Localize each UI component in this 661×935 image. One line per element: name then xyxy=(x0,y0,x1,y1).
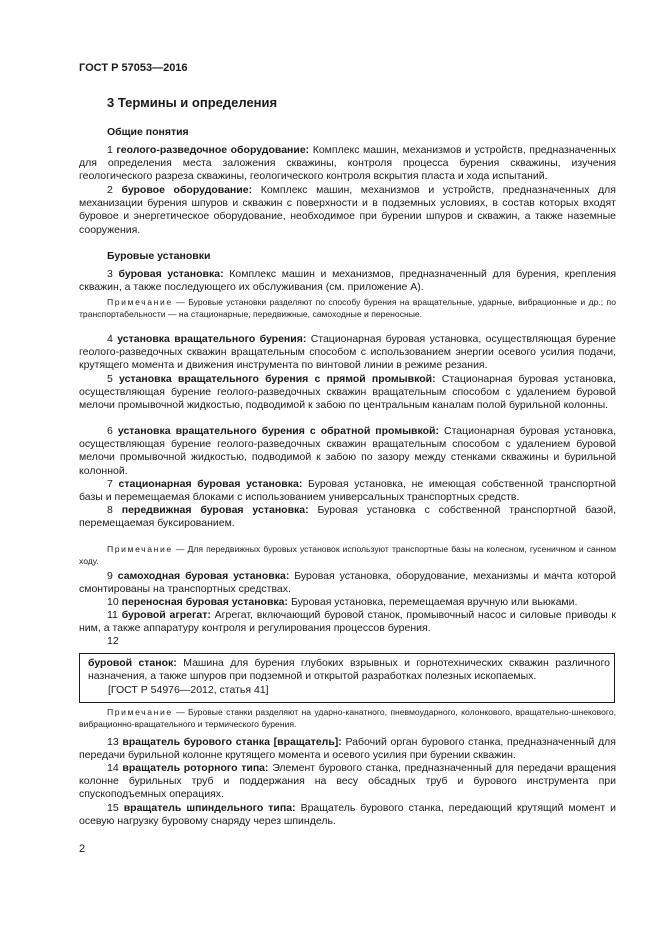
term-entry: 14 вращатель роторного типа: Элемент бурового станка, предназначенный для передачи вращения колонне бурильных труб и поддержания на весу обсадных труб и бурового инструмента при спускоподъемных операциях. xyxy=(79,762,616,801)
section-title: 3 Термины и определения xyxy=(107,95,278,110)
term-entry: 15 вращатель шпиндельного типа: Вращатель бурового станка, передающий крутящий момент и осевую нагрузку буровому снаряду через шпиндель. xyxy=(79,802,617,828)
term-entry: 5 установка вращательного бурения с прямой промывкой: Стационарная буровая установка, осуществляющая бурение геолого-разведочных скважин вращательным способом с удалением буровой мелочи промывочной жидкостью, подводимой к забою по центральным каналам полой бурильной колонны. xyxy=(79,373,616,412)
term-entry: 13 вращатель бурового станка [вращатель]: Рабочий орган бурового станка, предназначенный для передачи бурильной колонне крутящего момента и осевого усилия при бурении скважин. xyxy=(79,736,616,762)
document-header: ГОСТ Р 57053—2016 xyxy=(79,62,188,74)
subsection-rigs: Буровые установки xyxy=(107,250,211,262)
term-entry: 6 установка вращательного бурения с обратной промывкой: Стационарная буровая установка, осуществляющая бурение геолого-разведочных скважин вращательным способом с удалением буровой мелочи промывочной жидкостью, подводимой к забою по зазору между стенками скважины и бурильной колонной. xyxy=(79,425,616,477)
note: Примечание — Для передвижных буровых установок используют транспортные базы на колесном, гусеничном и санном ходу. xyxy=(79,544,616,566)
note: Примечание — Буровые установки разделяют по способу бурения на вращательные, ударные, вибрационные и др.; по транспортабельности — на стационарные, передвижные, самоходные и переносные. xyxy=(79,297,616,319)
term-entry: 4 установка вращательного бурения: Стационарная буровая установка, осуществляющая бурение геолого-разведочных скважин вращательным способом с использованием энергии осевого усилия подачи, крутящего момента и движения инструмента по винтовой линии в режиме резания. xyxy=(79,333,617,372)
term-entry: 10 переносная буровая установка: Буровая установка, перемещаемая вручную или вьюками. xyxy=(107,596,578,608)
term-number: 12 xyxy=(107,635,119,647)
boxed-definition: буровой станок: Машина для бурения глубоких взрывных и горнотехнических скважин различного назначения, а также шпуров при подземной и открытой разработках полезных ископаемых. xyxy=(88,657,611,683)
term-entry: 1 геолого-разведочное оборудование: Комплекс машин, механизмов и устройств, предназначенных для определения места заложения скважины, контроля процесса бурения скважины, изучения геологического разреза скважины, геологического контроля вскрытия пласта и хода испытаний. xyxy=(79,144,616,183)
term-entry: 11 буровой агрегат: Агрегат, включающий буровой станок, промывочный насос и силовые приводы к ним, а также аппаратуру контроля и регулирования процессов бурения. xyxy=(79,609,617,635)
page-number: 2 xyxy=(79,843,86,855)
term-entry: 3 буровая установка: Комплекс машин и механизмов, предназначенный для бурения, крепления скважин, а также последующего их обслуживания (см. приложение А). xyxy=(79,268,617,294)
quoted-definition-box xyxy=(79,653,615,703)
term-entry: 9 самоходная буровая установка: Буровая установка, оборудование, механизмы и мачта которой смонтированы на транспортных средствах. xyxy=(79,570,616,596)
source-reference: [ГОСТ Р 54976—2012, статья 41] xyxy=(108,684,269,696)
term-entry: 7 стационарная буровая установка: Буровая установка, не имеющая собственной транспортной базы и перемещаемая блоками с использованием универсальных транспортных средств. xyxy=(79,478,617,504)
subsection-general: Общие понятия xyxy=(107,126,189,138)
term-entry: 2 буровое оборудование: Комплекс машин, механизмов и устройств, предназначенных для механизации бурения шпуров и скважин с поверхности и в подземных условиях, в состав которых входят буровое и энергетическое оборудование, необходимое при бурении шпуров и скважин, а также наземные сооружения. xyxy=(79,184,616,236)
note: Примечание — Буровые станки разделяют на ударно-канатного, пневмоударного, колонкового, вращательно-шнекового, вибрационно-вращательного и термического бурения. xyxy=(79,707,616,729)
term-entry: 8 передвижная буровая установка: Буровая установка с собственной транспортной базой, перемещаемая буксированием. xyxy=(79,504,616,530)
